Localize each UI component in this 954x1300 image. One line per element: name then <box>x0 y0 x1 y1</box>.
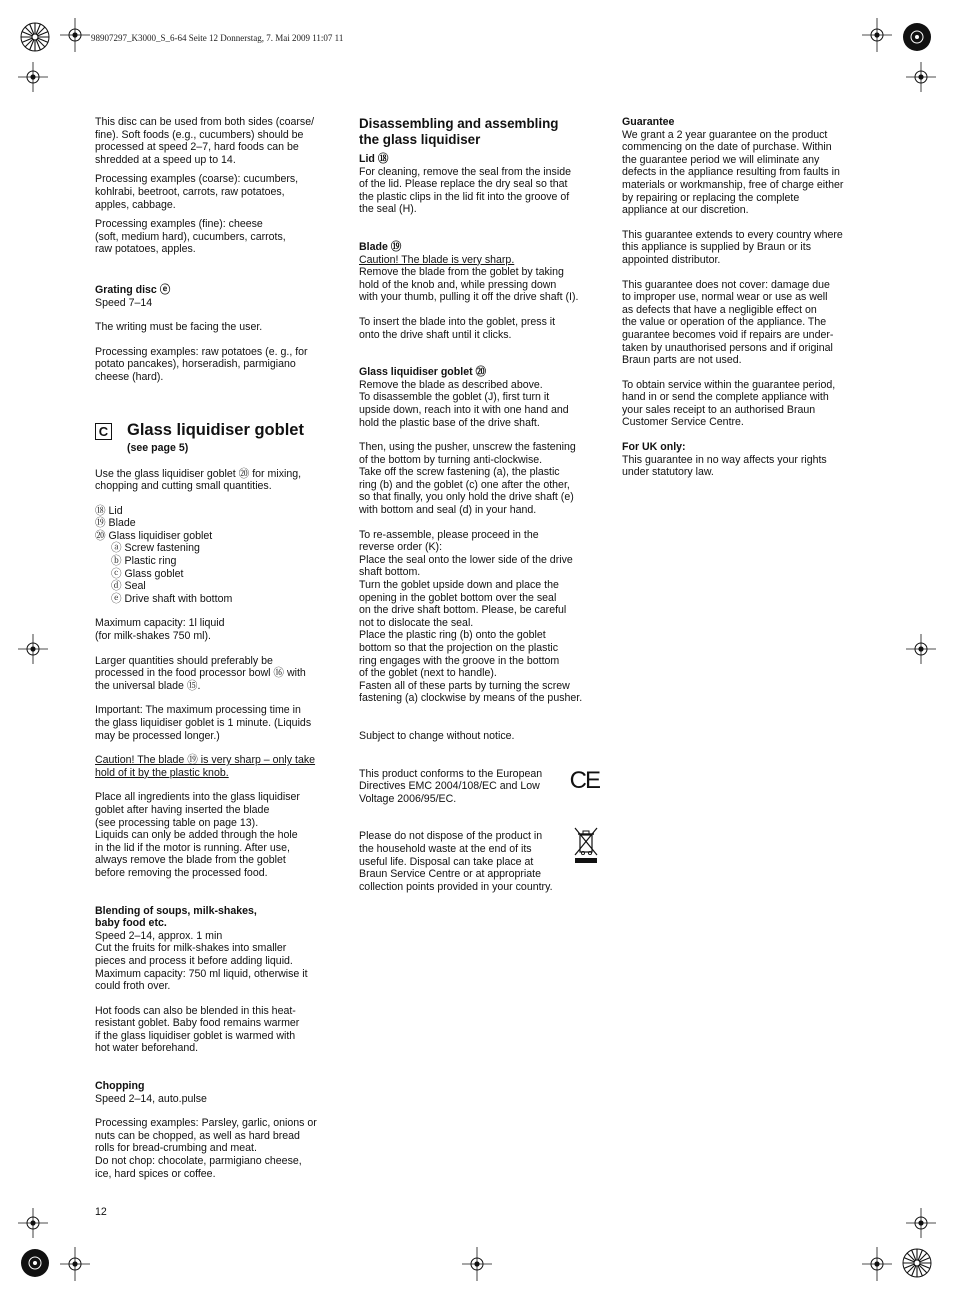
blending-title: Blending of soups, milk-shakes, baby food etc. <box>95 904 257 930</box>
crosshair-mark-right-top <box>906 62 936 92</box>
crosshair-mark-left-middle <box>18 634 48 664</box>
blade-insert-text: To insert the blade into the goblet, press it onto the drive shaft until it clicks. <box>359 315 556 341</box>
goblet-title: Glass liquidiser goblet ⑳ <box>359 366 487 379</box>
important-note: Important: The maximum processing time in the glass liquidiser goblet is 1 minute. (Liquids may be processed longer.) <box>95 704 312 742</box>
ce-conformity-block <box>359 768 599 806</box>
part-list-item: ⑳ Glass liquidiser goblet <box>95 529 213 542</box>
disassembling-title: Disassembling and assembling the glass liquidiser <box>359 116 559 147</box>
subpart-list-item: ⓑ Plastic ring <box>111 555 177 568</box>
coarse-examples: Processing examples (coarse): cucumbers, kohlrabi, beetroot, carrots, raw potatoes, apples, cabbage. <box>95 173 299 211</box>
goblet-use-text: Use the glass liquidiser goblet ⑳ for mixing, chopping and cutting small quantities. <box>95 467 302 493</box>
crosshair-mark-top <box>60 18 90 52</box>
crosshair-mark-right-middle <box>906 634 936 664</box>
uk-only-title: For UK only: <box>622 441 686 454</box>
unscrew-text: Then, using the pusher, unscrew the fastening of the bottom by turning anti-clockwise. Take off the screw fastening (a), the plastic ring (b) and the goblet (c) one after the other, so that finally, you only hold the drive shaft (e) with bottom and seal (d) in your hand. <box>359 441 576 517</box>
color-wheel-mark-top-left <box>20 22 50 52</box>
blade-sharp-caution: Caution! The blade is very sharp. <box>359 253 515 266</box>
chopping-speed: Speed 2–14, auto.pulse <box>95 1092 207 1105</box>
section-letter-box: C <box>95 423 112 440</box>
color-wheel-mark-bottom-right <box>902 1248 932 1278</box>
crosshair-mark-bottom-right <box>862 1247 892 1281</box>
maximum-capacity: Maximum capacity: 1l liquid (for milk-shakes 750 ml). <box>95 617 225 643</box>
color-wheel-mark-bottom-left <box>20 1248 50 1278</box>
subpart-list-item: ⓓ Seal <box>111 580 146 593</box>
crosshair-mark-top-right <box>862 18 892 52</box>
blade-remove-text: Remove the blade from the goblet by taking hold of the knob and, while pressing down with your thumb, pulling it off the drive shaft (I). <box>359 266 579 304</box>
lid-title: Lid ⑱ <box>359 153 389 165</box>
grating-examples: Processing examples: raw potatoes (e. g., for potato pancakes), horseradish, parmigiano cheese (hard). <box>95 345 308 383</box>
section-title: Glass liquidiser goblet <box>127 420 304 439</box>
part-list-item: ⑲ Blade <box>95 517 136 530</box>
chopping-title: Chopping <box>95 1080 145 1093</box>
guarantee-text-4: To obtain service within the guarantee period, hand in or send the complete appliance with your sales receipt to an authorised Braun Customer Service Centre. <box>622 378 836 429</box>
crosshair-mark-right-bottom <box>906 1208 936 1238</box>
part-list-item: ⑱ Lid <box>95 504 123 517</box>
guarantee-text-3: This guarantee does not cover: damage due to improper use, normal wear or use as well as defects that have a negligible effect on the value or operation of the appliance. The guarantee becomes void if repairs are under- taken by unauthorised persons and if original Braun parts are not used. <box>622 278 834 367</box>
larger-quantities: Larger quantities should preferably be processed in the food processor bowl ⑯ with the universal blade ⑮. <box>95 654 306 692</box>
section-header-c <box>95 417 335 453</box>
crosshair-mark-left-top <box>18 62 48 92</box>
crosshair-mark-left-bottom <box>18 1208 48 1238</box>
color-wheel-mark-top-right <box>902 22 932 52</box>
disc-sides-text: This disc can be used from both sides (coarse/ fine). Soft foods (e.g., cucumbers) should be processed at speed 2–7, hard foods can be shredded at a speed up to 14. <box>95 116 315 166</box>
column-left <box>95 116 335 1180</box>
grating-disc-speed: Speed 7–14 <box>95 296 153 309</box>
grating-disc-title: Grating disc ⓔ <box>95 283 171 296</box>
lid-text: For cleaning, remove the seal from the inside of the lid. Please replace the dry seal so that the plastic clips in the lid fit into the groove of the seal (H). <box>359 165 571 216</box>
conformity-text: This product conforms to the European Directives EMC 2004/108/EC and Low Voltage 2006/95/EC. <box>359 767 543 805</box>
reassemble-text: To re-assemble, please proceed in the reverse order (K): Place the seal onto the lower side of the drive shaft bottom. Turn the goblet upside down and place the opening in the goblet bottom over the seal on the drive shaft bottom. Please, be careful not to dislocate the seal. Place the plastic ring (b) onto the goblet bottom so that the projection on the plastic ring engages with the groove in the bottom of the goblet (next to handle). Fasten all of these parts by turning the screw fastening (a) clockwise by means of the pusher. <box>359 528 583 705</box>
column-right <box>622 116 862 479</box>
hot-foods-text: Hot foods can also be blended in this heat- resistant goblet. Baby food remains warmer if the glass liquidiser goblet is warmed with hot water beforehand. <box>95 1004 300 1055</box>
chopping-text: Processing examples: Parsley, garlic, onions or nuts can be chopped, as well as hard bread rolls for bread-crumbing and meat. Do not chop: chocolate, parmigiano cheese, ice, hard spices or coffee. <box>95 1117 317 1180</box>
uk-only-text: This guarantee in no way affects your rights under statutory law. <box>622 453 827 479</box>
disposal-block <box>359 830 599 893</box>
print-slug: 98907297_K3000_S_6-64 Seite 12 Donnerstag, 7. Mai 2009 11:07 11 <box>91 33 344 43</box>
place-ingredients: Place all ingredients into the glass liquidiser goblet after having inserted the blade (see processing table on page 13). Liquids can only be added through the hole in the lid if the motor is running. After use, always remove the blade from the goblet before removing the processed food. <box>95 791 300 879</box>
page-number: 12 <box>95 1206 107 1218</box>
ce-mark-icon: CE <box>569 766 599 794</box>
goblet-disassemble-text: Remove the blade as described above. To disassemble the goblet (J), first turn it upside down, reach into it with one hand and hold the plastic base of the drive shaft. <box>359 378 569 429</box>
subpart-list-item: ⓔ Drive shaft with bottom <box>111 592 233 605</box>
blending-text: Speed 2–14, approx. 1 min Cut the fruits for milk-shakes into smaller pieces and process it before adding liquid. Maximum capacity: 750 ml liquid, otherwise it could froth over. <box>95 929 308 993</box>
guarantee-title: Guarantee <box>622 116 675 128</box>
writing-note: The writing must be facing the user. <box>95 321 263 334</box>
subject-to-change: Subject to change without notice. <box>359 729 515 742</box>
blade-caution: Caution! The blade ⑲ is very sharp – only take hold of it by the plastic knob. <box>95 754 316 779</box>
column-middle <box>359 116 599 893</box>
disposal-text: Please do not dispose of the product in the household waste at the end of its useful life. Disposal can take place at Braun Service Centre or at appropriate collection points provided in your country. <box>359 830 553 893</box>
guarantee-text-2: This guarantee extends to every country where this appliance is supplied by Braun or its appointed distributor. <box>622 228 843 266</box>
crossed-bin-icon <box>573 826 599 864</box>
fine-examples: Processing examples (fine): cheese (soft, medium hard), cucumbers, carrots, raw potatoes, apples. <box>95 218 286 256</box>
crosshair-mark-bottom-center <box>462 1247 492 1281</box>
section-subtitle: (see page 5) <box>127 441 189 454</box>
blade-title: Blade ⑲ <box>359 240 402 253</box>
guarantee-text-1: We grant a 2 year guarantee on the product commencing on the date of purchase. Within the guarantee period we will eliminate any defects in the appliance resulting from faults in materials or workmanship, free of charge either by repairing or replacing the complete appliance at our discretion. <box>622 128 844 217</box>
subpart-list-item: ⓐ Screw fastening <box>111 542 200 555</box>
subpart-list-item: ⓒ Glass goblet <box>111 567 184 580</box>
crosshair-mark-bottom-left <box>60 1247 90 1281</box>
